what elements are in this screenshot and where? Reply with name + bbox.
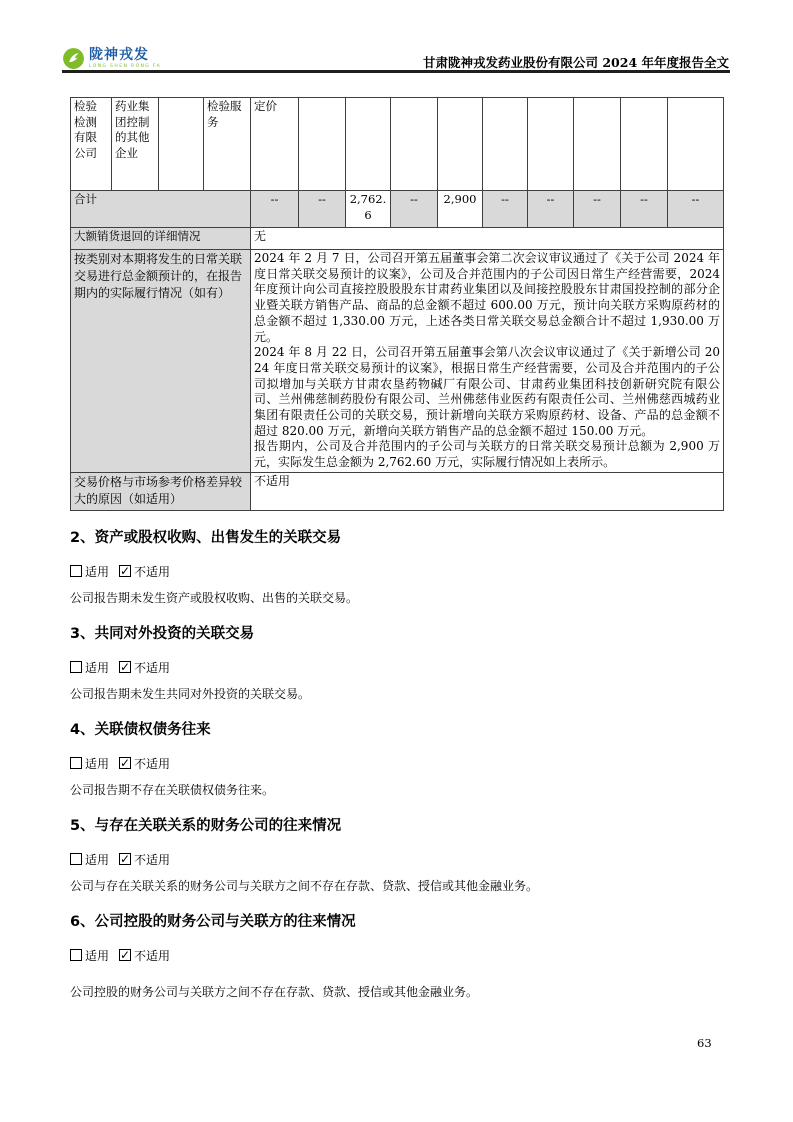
section-body: 公司与存在关联关系的财务公司与关联方之间不存在存款、贷款、授信或其他金融业务。: [70, 879, 539, 893]
total-value-cell: --: [251, 191, 299, 228]
page-number: 63: [697, 1036, 712, 1050]
unchecked-checkbox-icon: [70, 853, 82, 865]
applicability-line: [70, 948, 723, 964]
row-value-cell: 不适用: [251, 472, 724, 510]
total-value-cell: --: [528, 191, 574, 228]
checked-checkbox-icon: [119, 757, 131, 769]
table-cell: [438, 98, 483, 191]
table-cell: 检验检测有限公司: [71, 98, 112, 191]
total-value-cell: 2,762.6: [346, 191, 391, 228]
sales-return-row: [71, 228, 724, 250]
table-cell: [574, 98, 621, 191]
section-heading: 2、资产或股权收购、出售发生的关联交易: [70, 530, 342, 546]
total-value-cell: --: [621, 191, 668, 228]
table-cell: [346, 98, 391, 191]
not-applicable-label: 不适用: [134, 565, 171, 579]
estimate-row: [71, 250, 724, 473]
section-heading: 4、关联债权债务往来: [70, 722, 211, 738]
not-applicable-label: 不适用: [134, 757, 171, 771]
applicable-label: 适用: [85, 661, 110, 675]
section-related-finance-company: [70, 816, 723, 894]
table-cell: [299, 98, 346, 191]
applicability-line: [70, 564, 723, 580]
table-cell: [391, 98, 438, 191]
unchecked-checkbox-icon: [70, 949, 82, 961]
total-label-cell: 合计: [71, 191, 251, 228]
table-cell: [528, 98, 574, 191]
applicable-label: 适用: [85, 949, 110, 963]
checked-checkbox-icon: [119, 661, 131, 673]
table-cell: [483, 98, 528, 191]
table-cell: [159, 98, 204, 191]
applicability-line: [70, 756, 723, 772]
applicability-line: [70, 660, 723, 676]
document-title: 甘肃陇神戎发药业股份有限公司 2024 年年度报告全文: [423, 55, 729, 70]
table-cell: [621, 98, 668, 191]
estimate-paragraph: 报告期内，公司及合并范围内的子公司与关联方的日常关联交易预计总额为 2,900 万元，实际发生总金额为 2,762.60 万元，实际履行情况如上表所示。: [254, 439, 720, 470]
section-body: 公司控股的财务公司与关联方之间不存在存款、贷款、授信或其他金融业务。: [70, 985, 479, 999]
not-applicable-label: 不适用: [134, 661, 171, 675]
table-cell: 药业集团控制的其他企业: [112, 98, 159, 191]
row-value-cell: 无: [251, 228, 724, 250]
section-controlled-finance-company: [70, 912, 723, 1000]
section-heading: 3、共同对外投资的关联交易: [70, 626, 255, 642]
company-logo: [63, 48, 161, 70]
applicable-label: 适用: [85, 757, 110, 771]
table-cell: [668, 98, 724, 191]
table-row: [71, 98, 724, 191]
brand-subtitle: LONG SHEN RONG FA: [89, 64, 162, 69]
row-label-cell: 大额销货退回的详细情况: [71, 228, 251, 250]
total-value-cell: --: [483, 191, 528, 228]
table-cell: 检验服务: [204, 98, 251, 191]
unchecked-checkbox-icon: [70, 661, 82, 673]
related-transactions-table: [70, 97, 724, 511]
applicable-label: 适用: [85, 853, 110, 867]
brand-name: 陇神戎发: [89, 47, 149, 63]
unchecked-checkbox-icon: [70, 757, 82, 769]
section-body: 公司报告期不存在关联债权债务往来。: [70, 783, 275, 797]
checked-checkbox-icon: [119, 949, 131, 961]
total-value-cell: --: [668, 191, 724, 228]
total-value-cell: --: [299, 191, 346, 228]
section-body: 公司报告期未发生共同对外投资的关联交易。: [70, 687, 311, 701]
total-value-cell: --: [574, 191, 621, 228]
row-value-cell: [251, 250, 724, 473]
total-value-cell: 2,900: [438, 191, 483, 228]
price-diff-row: [71, 472, 724, 510]
estimate-paragraph: 2024 年 2 月 7 日，公司召开第五届董事会第二次会议审议通过了《关于公司 2024 年度日常关联交易预计的议案》，公司及合并范围内的子公司因日常生产经营需要，2024 年度预计向公司直接控股股股东甘肃药业集团以及间接控股股东甘肃国投控制的部分企业暨关联方销售产品、商品的总金额不超过 600.00 万元，预计向关联方采购原药材的总金额不超过 1,330.00 万元，上述各类日常关联交易总金额合计不超过 1,930.00 万元。: [254, 251, 720, 344]
applicable-label: 适用: [85, 565, 110, 579]
total-row: [71, 191, 724, 228]
section-heading: 5、与存在关联关系的财务公司的往来情况: [70, 818, 342, 834]
section-joint-investment: [70, 624, 723, 702]
row-label-cell: 交易价格与市场参考价格差异较大的原因（如适用）: [71, 472, 251, 510]
section-asset-equity-transactions: [70, 528, 723, 606]
checked-checkbox-icon: [119, 565, 131, 577]
row-label-cell: 按类别对本期将发生的日常关联交易进行总金额预计的，在报告期内的实际履行情况（如有）: [71, 250, 251, 473]
total-value-cell: --: [391, 191, 438, 228]
not-applicable-label: 不适用: [134, 853, 171, 867]
checked-checkbox-icon: [119, 853, 131, 865]
header-divider: [62, 70, 730, 73]
logo-bird-icon: [63, 48, 84, 69]
report-sections: [70, 508, 723, 1000]
section-body: 公司报告期未发生资产或股权收购、出售的关联交易。: [70, 591, 359, 605]
unchecked-checkbox-icon: [70, 565, 82, 577]
table-cell: 定价: [251, 98, 299, 191]
not-applicable-label: 不适用: [134, 949, 171, 963]
estimate-paragraph: 2024 年 8 月 22 日，公司召开第五届董事会第八次会议审议通过了《关于新增公司 2024 年度日常关联交易预计的议案》，根据日常生产经营需要，公司及合并范围内的子公司拟增加与关联方甘肃农垦药物碱厂有限公司、甘肃药业集团科技创新研究院有限公司、兰州佛慈制药股份有限公司、兰州佛慈伟业医药有限责任公司、兰州佛慈西城药业集团有限责任公司的关联交易，预计新增向关联方采购原药材、设备、产品的总金额不超过 820.00 万元，新增向关联方销售产品的总金额不超过 150.00 万元。: [254, 345, 720, 438]
section-heading: 6、公司控股的财务公司与关联方的往来情况: [70, 914, 356, 930]
applicability-line: [70, 852, 723, 868]
section-related-debts: [70, 720, 723, 798]
